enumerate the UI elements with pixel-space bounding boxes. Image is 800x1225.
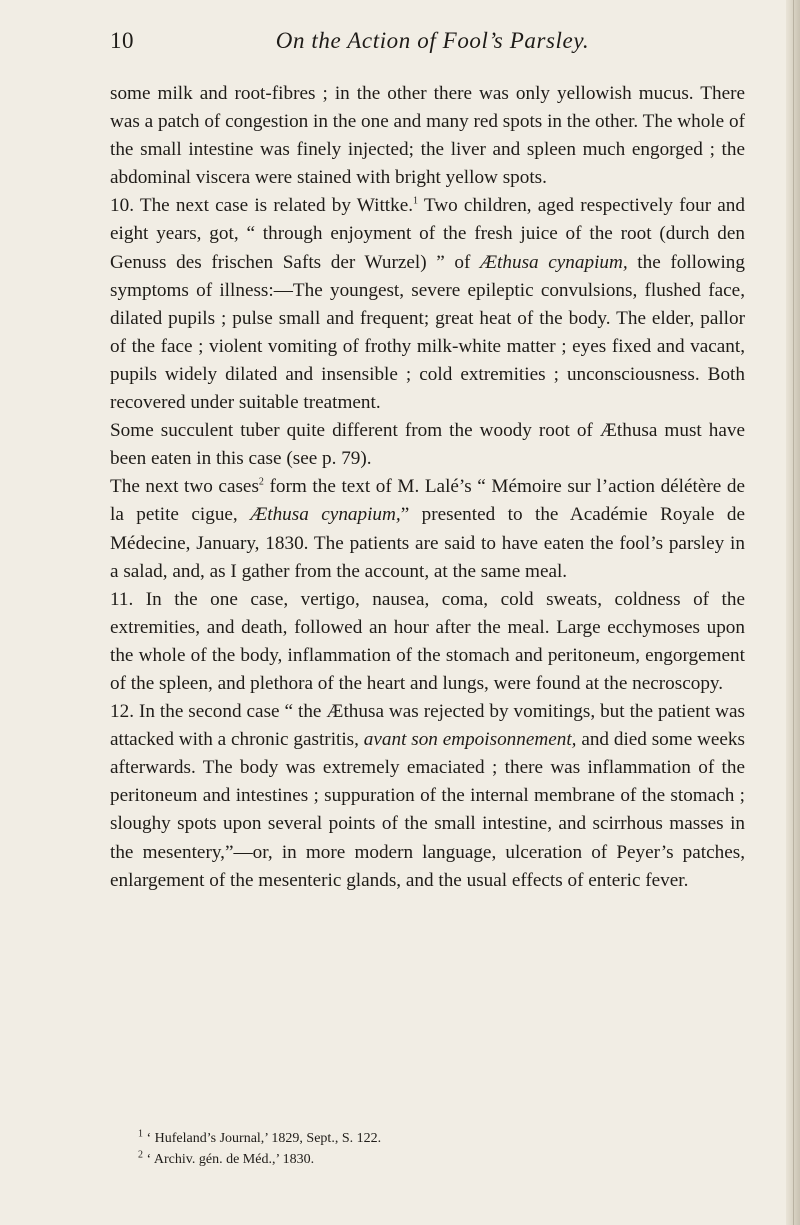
footnote-ref-2: 2 (258, 476, 264, 488)
paragraph-2-text-c: the following symptoms of illness:—The youngest, severe epileptic convulsions, flushed face, dilated pupils ; pulse small and frequent; great heat of the body. The elder, pallor of the face ; violent vomiting of frothy milk-white matter ; eyes fixed and vacant, pupils widely dilated and insensible ; cold extremities ; unconsciousness. Both recovered under suitable treatment. (110, 251, 745, 414)
footnote-marker: 2 (138, 1149, 143, 1161)
paragraph-6 (110, 698, 745, 895)
footnote-text: ‘ Hufeland’s Journal,’ 1829, Sept., S. 122. (143, 1131, 382, 1146)
paragraph-1: some milk and root-fibres ; in the other there was only yellowish mucus. There was a patch of congestion in the one and many red spots in the other. The whole of the small intestine was finely injected; the liver and spleen much engorged ; the abdominal viscera were stained with bright yellow spots. (110, 83, 745, 189)
page-number: 10 (110, 28, 134, 53)
page-header (110, 28, 755, 60)
footnotes (110, 1128, 745, 1170)
species-name-italic: Æthusa cynapium, (480, 251, 628, 273)
paragraph-2-text-a: 10. The next case is related by Wittke. (110, 195, 414, 217)
paragraph-4-text-b: form the text of M. Lalé’s “ Mémoire sur l’action délétère de la petite cigue, (110, 476, 745, 526)
footnote-ref-1: 1 (413, 195, 419, 207)
footnote-marker: 1 (138, 1128, 143, 1140)
paragraph-6-text-a: 12. In the second case “ the Æthusa was rejected by vomitings, but the patient was attacked with a chronic gastritis, (110, 701, 745, 751)
paragraph-4 (110, 473, 745, 585)
footnote-2 (138, 1149, 745, 1170)
paragraph-6-text-b: and died some weeks afterwards. The body was extremely emaciated ; there was inflammation of the peritoneum and intestines ; suppuration of the internal membrane of the stomach ; sloughy spots upon several points of the small intestine, and scirrhous masses in the mesentery,”—or, in more modern language, ulceration of Peyer’s patches, enlargement of the mesenteric glands, and the usual effects of enteric fever. (110, 729, 745, 891)
running-title: On the Action of Fool’s Parsley. (275, 28, 590, 53)
page-edge-line (793, 0, 794, 1225)
paragraph-5: 11. In the one case, vertigo, nausea, coma, cold sweats, coldness of the extremities, and death, followed an hour after the meal. Large ecchymoses upon the whole of the body, inflammation of the stomach and peritoneum, engorgement of the spleen, and plethora of the heart and lungs, were found at the necroscopy. (110, 588, 745, 694)
paragraph-2-text-b: Two children, aged respectively four and eight years, got, “ through enjoyment of the fresh juice of the root (durch den Genuss des frischen Safts der Wurzel) ” of (110, 195, 745, 273)
paragraph-2 (110, 192, 745, 417)
body-text (110, 80, 745, 895)
french-phrase-italic: avant son empoisonnement, (363, 729, 577, 751)
footnote-1 (138, 1128, 745, 1149)
paragraph-3: Some succulent tuber quite different from the woody root of Æthusa must have been eaten in this case (see p. 79). (110, 420, 745, 470)
paragraph-4-text-c: ” presented to the Académie Royale de Médecine, January, 1830. The patients are said to have eaten the fool’s parsley in a salad, and, as I gather from the account, at the same meal. (110, 504, 745, 582)
footnote-text: ‘ Archiv. gén. de Méd.,’ 1830. (143, 1152, 315, 1167)
paragraph-4-text-a: The next two cases (110, 476, 259, 498)
species-name-italic: Æthusa cynapium, (250, 504, 401, 526)
